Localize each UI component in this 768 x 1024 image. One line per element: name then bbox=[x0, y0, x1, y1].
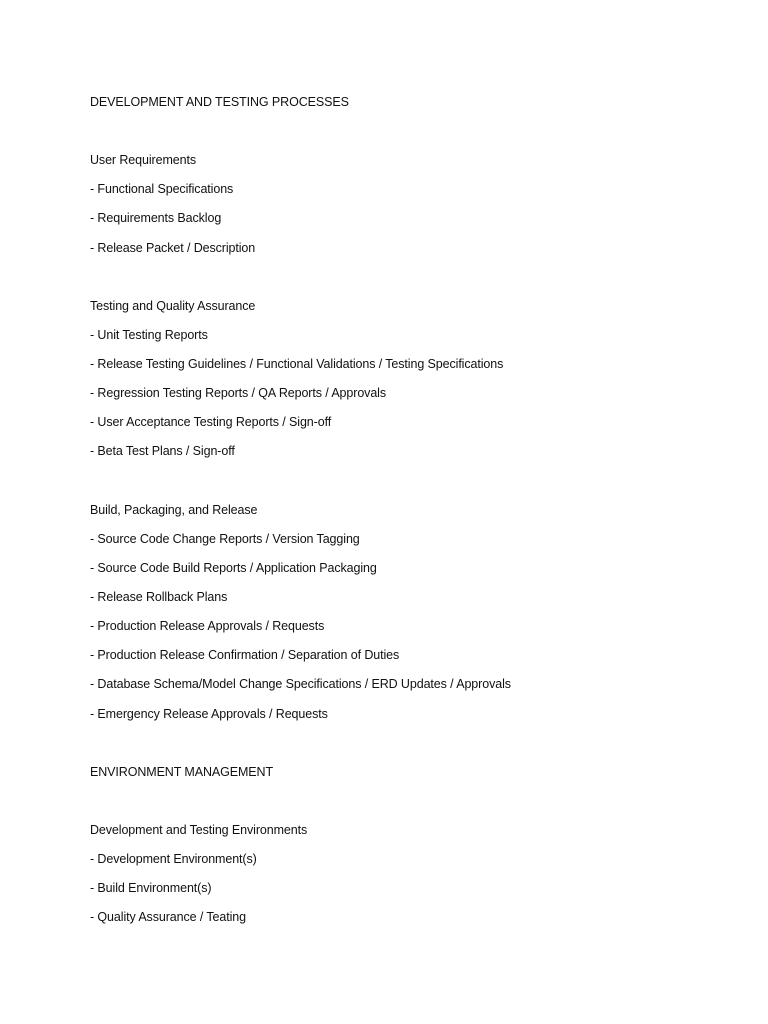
list-item: - Beta Test Plans / Sign-off bbox=[90, 444, 235, 458]
list-item: - Release Testing Guidelines / Functional Validations / Testing Specifications bbox=[90, 357, 504, 371]
list-item: - Unit Testing Reports bbox=[90, 328, 208, 342]
list-item: - Production Release Approvals / Requests bbox=[90, 619, 325, 633]
list-item: - Release Rollback Plans bbox=[90, 590, 228, 604]
list-item: - Emergency Release Approvals / Requests bbox=[90, 707, 328, 721]
page-heading: DEVELOPMENT AND TESTING PROCESSES bbox=[90, 95, 349, 109]
list-item: - Regression Testing Reports / QA Reports / Approvals bbox=[90, 386, 387, 400]
section-title: Testing and Quality Assurance bbox=[90, 299, 256, 313]
list-item: - Development Environment(s) bbox=[90, 852, 257, 866]
list-item: - User Acceptance Testing Reports / Sign-off bbox=[90, 415, 332, 429]
list-item: - Source Code Build Reports / Application Packaging bbox=[90, 561, 377, 575]
list-item: - Requirements Backlog bbox=[90, 211, 222, 225]
list-item: - Source Code Change Reports / Version Tagging bbox=[90, 532, 360, 546]
section-title: User Requirements bbox=[90, 153, 196, 167]
section-title: Development and Testing Environments bbox=[90, 823, 308, 837]
list-item: - Quality Assurance / Teating bbox=[90, 910, 246, 924]
page-heading: ENVIRONMENT MANAGEMENT bbox=[90, 765, 273, 779]
list-item: - Release Packet / Description bbox=[90, 241, 256, 255]
section-title: Build, Packaging, and Release bbox=[90, 503, 258, 517]
list-item: - Functional Specifications bbox=[90, 182, 234, 196]
list-item: - Production Release Confirmation / Separation of Duties bbox=[90, 648, 400, 662]
list-item: - Build Environment(s) bbox=[90, 881, 212, 895]
list-item: - Database Schema/Model Change Specifications / ERD Updates / Approvals bbox=[90, 677, 511, 691]
